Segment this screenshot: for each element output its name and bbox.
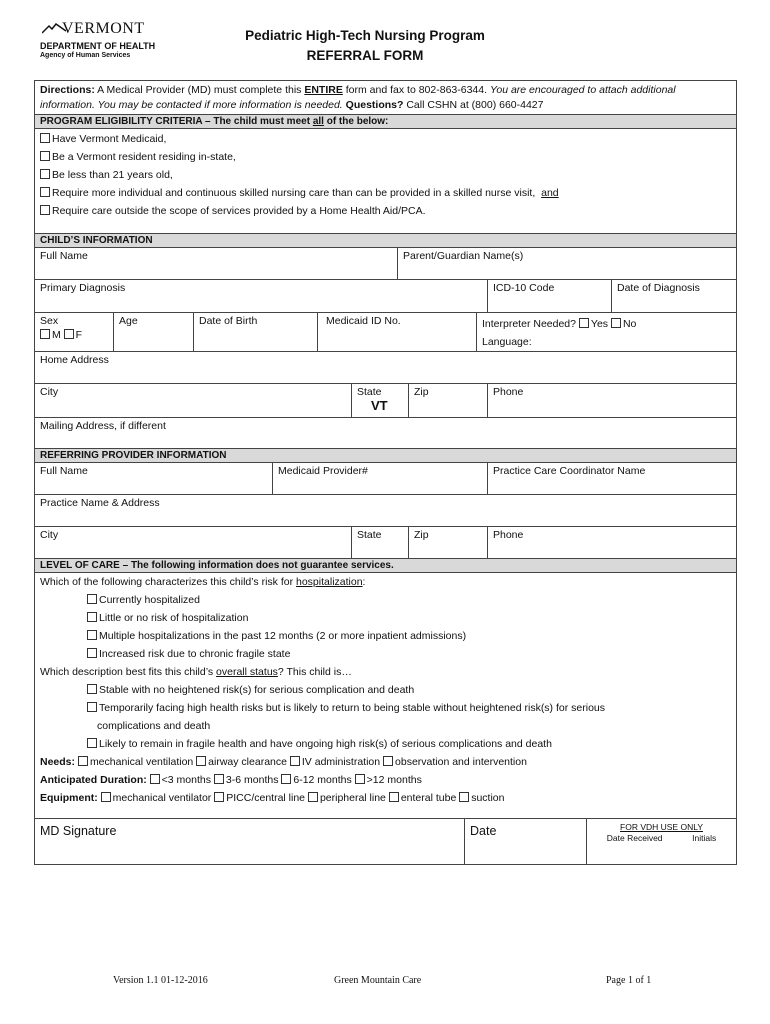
city-field[interactable] bbox=[35, 384, 352, 417]
language-label: Language: bbox=[482, 336, 532, 348]
dob-field[interactable] bbox=[194, 313, 318, 351]
label: Home Address bbox=[40, 354, 109, 366]
label: Practice Care Coordinator Name bbox=[493, 465, 646, 477]
checkbox[interactable] bbox=[383, 756, 393, 766]
provider-row-2 bbox=[35, 495, 736, 527]
directions-label: Directions: bbox=[40, 84, 95, 96]
elig-label: Be less than 21 years old, bbox=[52, 169, 173, 181]
mailing-field[interactable] bbox=[35, 418, 736, 448]
logo-state: VERMONT bbox=[62, 20, 145, 37]
checkbox-f[interactable] bbox=[64, 329, 74, 339]
address-field[interactable] bbox=[35, 352, 736, 383]
vdh-label: FOR VDH USE ONLY bbox=[620, 822, 703, 832]
referral-form bbox=[34, 80, 737, 865]
directions-t1: A Medical Provider (MD) must complete this bbox=[94, 84, 305, 96]
checkbox[interactable] bbox=[40, 205, 50, 215]
provider-medicaid-field[interactable] bbox=[273, 463, 488, 494]
care-section bbox=[34, 558, 737, 818]
checkbox[interactable] bbox=[87, 612, 97, 622]
label: Increased risk due to chronic fragile state bbox=[99, 648, 291, 660]
diagnosis-field[interactable] bbox=[35, 280, 488, 312]
equipment-row bbox=[35, 789, 736, 818]
checkbox[interactable] bbox=[214, 774, 224, 784]
vermont-logo bbox=[40, 20, 200, 59]
q1b: : bbox=[362, 576, 366, 588]
elig-label: Be a Vermont resident residing in-state, bbox=[52, 151, 236, 163]
checkbox[interactable] bbox=[87, 648, 97, 658]
directions-italic: You are encouraged to attach additional information. You may be contacted if more information is needed. bbox=[40, 84, 676, 111]
label: peripheral line bbox=[319, 792, 386, 804]
date-field[interactable] bbox=[465, 819, 586, 864]
checkbox[interactable] bbox=[150, 774, 160, 784]
label: Zip bbox=[414, 529, 429, 541]
checkbox[interactable] bbox=[214, 792, 224, 802]
q1u: hospitalization bbox=[296, 576, 363, 588]
child-full-name-field[interactable] bbox=[35, 248, 398, 279]
label: Little or no risk of hospitalization bbox=[99, 612, 249, 624]
checkbox-yes[interactable] bbox=[579, 318, 589, 328]
provider-city-field[interactable] bbox=[35, 527, 352, 558]
label: PICC/central line bbox=[226, 792, 306, 804]
mountain-icon bbox=[42, 23, 66, 35]
label: mechanical ventilation bbox=[89, 756, 194, 768]
label: State bbox=[357, 386, 382, 398]
label: Interpreter Needed? bbox=[482, 318, 576, 330]
elig-item[interactable] bbox=[35, 148, 736, 166]
checkbox[interactable] bbox=[290, 756, 300, 766]
checkbox[interactable] bbox=[281, 774, 291, 784]
equipment-label: Equipment: bbox=[40, 792, 98, 804]
child-row-1 bbox=[35, 248, 736, 280]
needs-label: Needs: bbox=[40, 756, 76, 768]
label: Primary Diagnosis bbox=[40, 282, 126, 294]
label: Parent/Guardian Name(s) bbox=[403, 250, 524, 262]
date-dx-field[interactable] bbox=[612, 280, 736, 312]
signature-row bbox=[34, 818, 737, 865]
label: City bbox=[40, 386, 59, 398]
page-title bbox=[200, 26, 530, 66]
checkbox[interactable] bbox=[40, 169, 50, 179]
label: Mailing Address, if different bbox=[40, 420, 166, 432]
medicaid-id-field[interactable] bbox=[318, 313, 477, 351]
label: No bbox=[622, 318, 637, 330]
duration-row bbox=[35, 771, 736, 789]
questions-label: Questions? bbox=[342, 99, 404, 111]
date-received-label: Date Received bbox=[606, 833, 663, 843]
needs-row bbox=[35, 753, 736, 771]
checkbox[interactable] bbox=[101, 792, 111, 802]
label: MD Signature bbox=[40, 824, 117, 838]
label: Currently hospitalized bbox=[99, 594, 200, 606]
checkbox[interactable] bbox=[389, 792, 399, 802]
label: Likely to remain in fragile health and have ongoing high risk(s) of serious complications and death bbox=[99, 738, 552, 750]
phone-field[interactable] bbox=[488, 384, 736, 417]
q2u: overall status bbox=[216, 666, 278, 678]
icd-field[interactable] bbox=[488, 280, 612, 312]
label: IV administration bbox=[301, 756, 381, 768]
label: Age bbox=[119, 315, 138, 327]
label: Multiple hospitalizations in the past 12 months (2 or more inpatient admissions) bbox=[99, 630, 467, 642]
q2b: ? This child is… bbox=[277, 666, 352, 678]
label: Date bbox=[470, 824, 497, 838]
elig-header-all: all bbox=[312, 116, 324, 127]
child-row-5 bbox=[35, 384, 736, 418]
checkbox[interactable] bbox=[40, 133, 50, 143]
checkbox[interactable] bbox=[40, 187, 50, 197]
elig-label: Require more individual and continuous skilled nursing care than can be provided in a skilled nurse visit, bbox=[52, 187, 536, 199]
label: Phone bbox=[493, 386, 524, 398]
label: City bbox=[40, 529, 59, 541]
checkbox[interactable] bbox=[459, 792, 469, 802]
label: Sex bbox=[40, 315, 59, 327]
label: enteral tube bbox=[400, 792, 457, 804]
title-line1: Pediatric High-Tech Nursing Program bbox=[245, 28, 485, 43]
label: Zip bbox=[414, 386, 429, 398]
provider-phone-field[interactable] bbox=[488, 527, 736, 558]
label: Date of Diagnosis bbox=[617, 282, 700, 294]
checkbox[interactable] bbox=[87, 630, 97, 640]
elig-label: Require care outside the scope of services provided by a Home Health Aid/PCA. bbox=[52, 205, 426, 217]
q2a: Which description best fits this child’s bbox=[40, 666, 217, 678]
elig-label: Have Vermont Medicaid, bbox=[52, 133, 167, 145]
risk-question bbox=[35, 573, 736, 591]
provider-zip-field[interactable] bbox=[409, 527, 488, 558]
label: Phone bbox=[493, 529, 524, 541]
elig-item[interactable] bbox=[35, 202, 736, 233]
checkbox[interactable] bbox=[78, 756, 88, 766]
label: airway clearance bbox=[208, 756, 287, 768]
checkbox-m[interactable] bbox=[40, 329, 50, 339]
label: >12 months bbox=[366, 774, 422, 786]
elig-item[interactable] bbox=[35, 184, 736, 202]
elig-header-b: of the below: bbox=[323, 116, 389, 127]
checkbox[interactable] bbox=[40, 151, 50, 161]
label: State bbox=[357, 529, 382, 541]
checkbox-no[interactable] bbox=[611, 318, 621, 328]
eligibility-section bbox=[34, 114, 737, 233]
parent-name-field[interactable] bbox=[398, 248, 736, 279]
label: suction bbox=[471, 792, 505, 804]
risk-option[interactable] bbox=[35, 627, 736, 645]
child-row-3 bbox=[35, 313, 736, 352]
label: <3 months bbox=[161, 774, 211, 786]
label: Temporarily facing high health risks but is likely to return to being stable without heightened risk(s) for serious bbox=[99, 702, 605, 714]
label: Medicaid ID No. bbox=[326, 315, 401, 327]
provider-section bbox=[34, 448, 737, 558]
duration-label: Anticipated Duration: bbox=[40, 774, 147, 786]
label: M bbox=[52, 329, 61, 341]
footer-center: Green Mountain Care bbox=[334, 975, 422, 986]
footer-version: Version 1.1 01-12-2016 bbox=[113, 975, 208, 986]
label: Full Name bbox=[40, 250, 88, 262]
checkbox[interactable] bbox=[87, 594, 97, 604]
label: 6-12 months bbox=[293, 774, 352, 786]
title-line2: REFERRAL FORM bbox=[306, 48, 424, 63]
elig-item[interactable] bbox=[35, 166, 736, 184]
status-question bbox=[35, 663, 736, 681]
state-field[interactable] bbox=[352, 384, 409, 417]
directions-box bbox=[34, 80, 737, 114]
checkbox[interactable] bbox=[355, 774, 365, 784]
status-option[interactable] bbox=[35, 735, 736, 753]
risk-option[interactable] bbox=[35, 645, 736, 663]
checkbox[interactable] bbox=[87, 702, 97, 712]
sex-field bbox=[35, 313, 114, 351]
provider-name-field[interactable] bbox=[35, 463, 273, 494]
zip-field[interactable] bbox=[409, 384, 488, 417]
vdh-use-box bbox=[586, 819, 736, 864]
practice-field[interactable] bbox=[35, 495, 736, 526]
label: observation and intervention bbox=[395, 756, 527, 768]
elig-item[interactable] bbox=[35, 129, 736, 148]
status-option[interactable] bbox=[35, 699, 736, 717]
elig-and: and bbox=[541, 187, 559, 199]
elig-header-a: PROGRAM ELIGIBILITY CRITERIA – The child must meet bbox=[40, 116, 313, 127]
provider-row-1 bbox=[35, 463, 736, 495]
footer-page: Page 1 of 1 bbox=[606, 975, 652, 986]
label: ICD-10 Code bbox=[493, 282, 555, 294]
status-cont: complications and death bbox=[97, 720, 211, 732]
label: Practice Name & Address bbox=[40, 497, 160, 509]
directions-text bbox=[35, 81, 736, 114]
questions-text: Call CSHN at (800) 660-4427 bbox=[403, 99, 544, 111]
logo-dept: DEPARTMENT OF HEALTH bbox=[40, 41, 156, 51]
label: mechanical ventilator bbox=[112, 792, 212, 804]
q1a: Which of the following characterizes this child’s risk for bbox=[40, 576, 296, 588]
provider-row-3 bbox=[35, 527, 736, 558]
provider-header: REFERRING PROVIDER INFORMATION bbox=[35, 448, 736, 463]
child-header: CHILD’S INFORMATION bbox=[35, 233, 736, 248]
label: Date of Birth bbox=[199, 315, 258, 327]
logo-agency: Agency of Human Services bbox=[40, 52, 131, 59]
child-row-6 bbox=[35, 418, 736, 448]
child-row-4 bbox=[35, 352, 736, 384]
checkbox[interactable] bbox=[308, 792, 318, 802]
interpreter-field bbox=[477, 313, 736, 351]
status-option[interactable] bbox=[35, 681, 736, 699]
coordinator-field[interactable] bbox=[488, 463, 736, 494]
state-value: VT bbox=[371, 398, 388, 413]
child-section bbox=[34, 233, 737, 448]
age-field[interactable] bbox=[114, 313, 194, 351]
label: 3-6 months bbox=[225, 774, 279, 786]
label: F bbox=[75, 329, 83, 341]
checkbox[interactable] bbox=[87, 684, 97, 694]
care-header: LEVEL OF CARE – The following information does not guarantee services. bbox=[35, 558, 736, 573]
label: Stable with no heightened risk(s) for serious complication and death bbox=[99, 684, 415, 696]
directions-t2: form and fax to 802-863-6344. bbox=[342, 84, 490, 96]
label: Yes bbox=[590, 318, 609, 330]
risk-option[interactable] bbox=[35, 591, 736, 609]
provider-state-field[interactable] bbox=[352, 527, 409, 558]
child-row-2 bbox=[35, 280, 736, 313]
risk-option[interactable] bbox=[35, 609, 736, 627]
eligibility-header bbox=[35, 114, 736, 129]
initials-label: Initials bbox=[692, 833, 717, 843]
checkbox[interactable] bbox=[87, 738, 97, 748]
checkbox[interactable] bbox=[196, 756, 206, 766]
label: Full Name bbox=[40, 465, 88, 477]
entire-text: ENTIRE bbox=[304, 84, 343, 96]
label: Medicaid Provider# bbox=[278, 465, 368, 477]
md-signature-field[interactable] bbox=[35, 819, 465, 864]
